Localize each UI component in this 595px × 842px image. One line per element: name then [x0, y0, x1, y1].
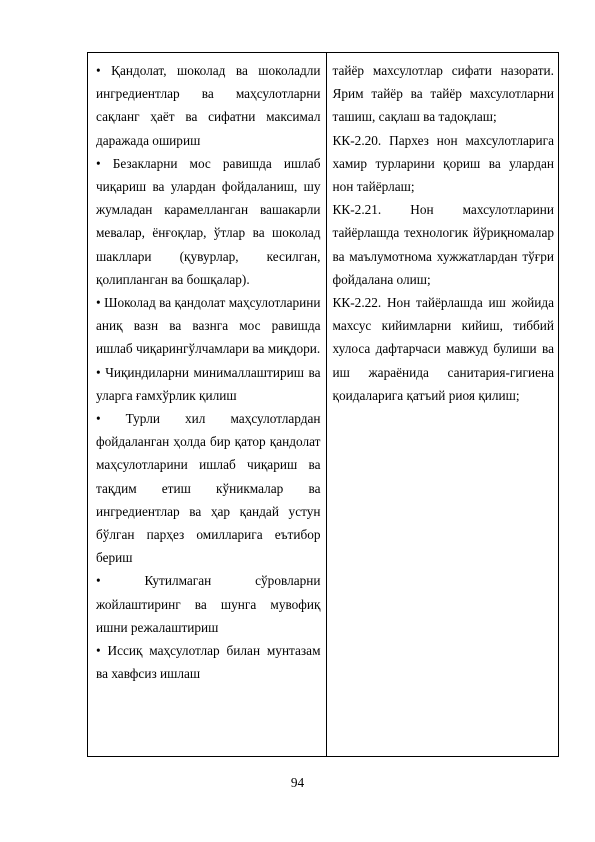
bullet-paragraph: • Шоколад ва қандолат маҳсулотларини аниқ вазн ва вазнга мос равишда ишлаб чиқарингўлчамлари ва миқдори. — [96, 295, 321, 357]
competency-paragraph: тайёр махсулотлар сифати назорати. Ярим тайёр ва тайёр махсулотларни ташиш, сақлаш ва тадоқлаш; — [332, 63, 554, 125]
page-number: 94 — [290, 775, 305, 790]
bullet-paragraph: • Безакларни мос равишда ишлаб чиқариш ва улардан фойдаланиш, шу жумладан карамелланган вашакарли мевалар, ёнғоқлар, ўтлар ва шоколад шакллари (қувурлар, кесилган, қолипланган ва бошқалар). — [96, 155, 321, 287]
left-column — [88, 53, 327, 756]
competency-paragraph: КК-2.20. Пархез нон махсулотларига хамир турларини қориш ва улардан нон тайёрлаш; — [332, 132, 554, 195]
content-table — [87, 52, 559, 757]
right-column — [327, 53, 559, 756]
bullet-paragraph: • Чиқиндиларни минималлаштириш ва уларга ғамхўрлик қилиш — [96, 364, 321, 403]
competency-paragraph: КК-2.22. Нон тайёрлашда иш жойида махсус кийимларни кийиш, тиббий хулоса дафтарчаси мавжуд булиши ва иш жараёнида санитария-гигиена қоидаларига қатъий риоя қилиш; — [332, 295, 554, 403]
bullet-paragraph: • Қандолат, шоколад ва шоколадли ингредиентлар ва маҳсулотларни сақланг ҳаёт ва сифатни максимал даражада ошириш — [96, 63, 321, 148]
bullet-paragraph: • Иссиқ маҳсулотлар билан мунтазам ва хавфсиз ишлаш — [96, 643, 321, 682]
bullet-paragraph: • Турли хил маҳсулотлардан фойдаланган ҳолда бир қатор қандолат маҳсулотларини ишлаб чиқариш ва тақдим етиш кўникмалар ва ингредиентлар ва ҳар қандай устун бўлган парҳез омилларига еътибор бериш — [96, 411, 321, 566]
bullet-paragraph: • Кутилмаган сўровларни жойлаштиринг ва шунга мувофиқ ишни режалаштириш — [96, 573, 321, 635]
competency-paragraph: КК-2.21. Нон махсулотларини тайёрлашда технологик йўриқномалар ва маълумотнома хужжатлардан тўғри фойдалана олиш; — [332, 202, 554, 287]
